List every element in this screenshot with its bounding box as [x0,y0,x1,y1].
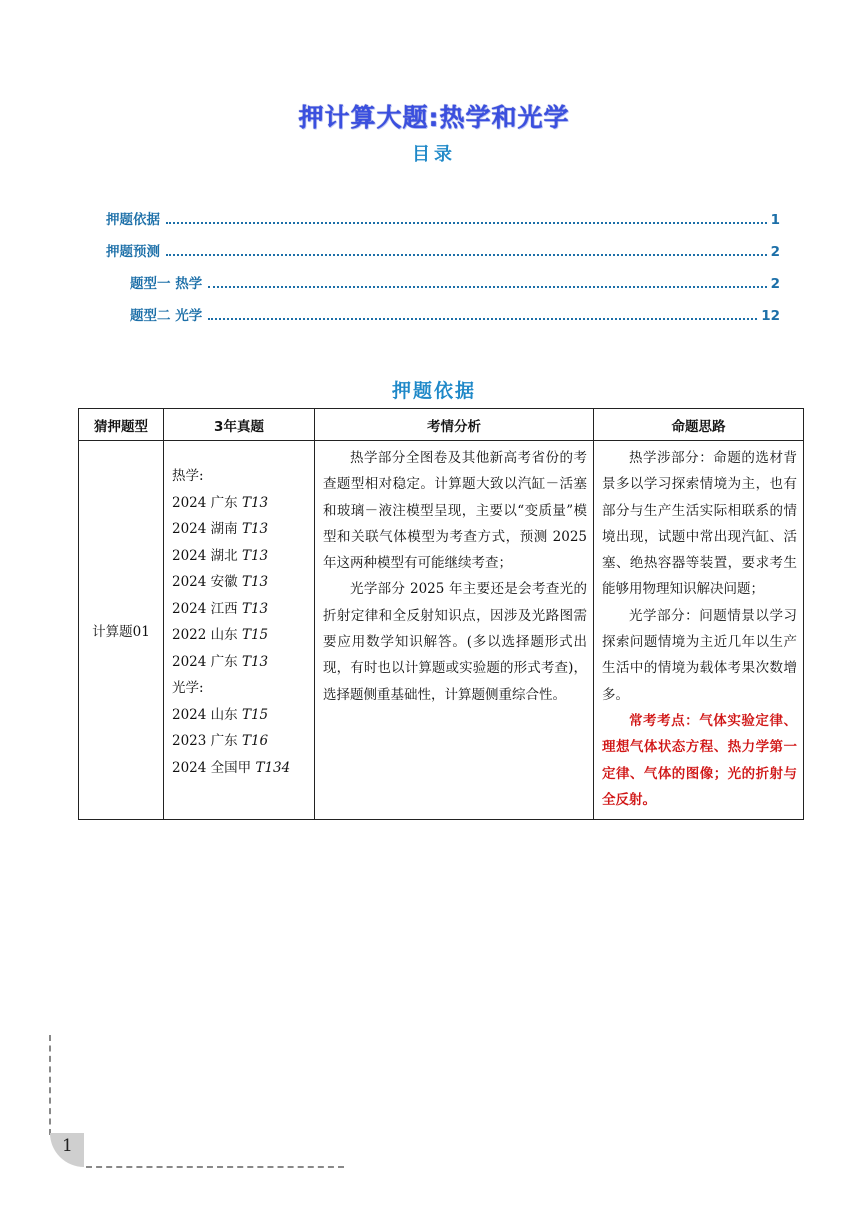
analysis-paragraph: 光学部分 2025 年主要还是会考查光的折射定律和全反射知识点，因涉及光路图需要应用数学知识解答。(多以选择题形式出现，有时也以计算题或实验题的形式考查)，选择题侧重基础性，计算题侧重综合性。 [323,581,587,703]
ideas-paragraph: 光学部分：问题情景以学习探索问题情境为主近几年以生产生活中的情境为载体考果次数增多。 [602,607,797,703]
header-ideas: 命题思路 [594,409,804,441]
ideas-paragraph: 热学涉部分：命题的选材背景多以学习探索情境为主，也有部分与生产生活实际相联系的情境出现，试题中常出现汽缸、活塞、绝热容器等装置，要求考生能够用物理知识解决问题； [602,450,797,598]
question-type-cell: 计算题01 [79,441,164,820]
table-of-contents [106,196,780,324]
analysis-paragraph: 热学部分全图卷及其他新高考省份的考查题型相对稳定。计算题大致以汽缸－活塞和玻璃－液注模型呈现，主要以“变质量”模型和关联气体模型为考查方式，预测 2025 年这两种模型有可能继续考查； [323,450,587,572]
ideas-cell [594,441,804,820]
table-header-row [79,409,804,441]
table-row [79,441,804,820]
exam-line: 2024 江西 T13 [172,600,269,617]
toc-leader [166,254,767,256]
toc-leader [208,286,766,288]
exam-line: 热学: [172,468,204,484]
exam-line: 2024 安徽 T13 [172,574,269,590]
document-title: 押计算大题:热学和光学 [298,103,570,132]
page-footer-line [86,1166,344,1168]
exam-line: 2024 湖北 T13 [172,547,269,564]
toc-item-thermal[interactable] [106,260,780,292]
exam-line: 2023 广东 T16 [172,733,269,749]
toc-label: 题型一 热学 [130,276,203,292]
toc-item-optics[interactable] [106,292,780,324]
analysis-cell [315,441,594,820]
analysis-table [78,408,804,820]
exam-line: 2024 全国甲 T134 [172,759,291,776]
past-exams-cell [164,441,315,820]
toc-label: 题型二 光学 [130,308,203,324]
exam-line: 2024 广东 T13 [172,653,269,670]
exam-line: 2024 山东 T15 [172,706,269,723]
toc-page: 2 [770,276,780,292]
toc-label: 押题依据 [106,212,160,228]
toc-item-basis[interactable] [106,196,780,228]
exam-line: 2024 湖南 T13 [172,521,269,537]
header-question-type: 猜押题型 [79,409,164,441]
header-analysis: 考情分析 [315,409,594,441]
toc-heading: 目录 [412,144,456,165]
toc-page: 2 [770,244,780,260]
exam-line: 2022 山东 T15 [172,627,269,643]
toc-leader [166,222,767,224]
header-past-exams: 3年真题 [164,409,315,441]
toc-page: 1 [770,212,780,228]
exam-line: 2024 广东 T13 [172,494,269,511]
page-margin-line [49,1035,51,1135]
exam-line: 光学: [172,680,204,696]
toc-leader [208,318,757,320]
section-heading: 押题依据 [391,380,476,402]
toc-item-prediction[interactable] [106,228,780,260]
toc-page: 12 [761,308,780,324]
page-number: 1 [62,1136,73,1156]
key-points-paragraph: 常考考点：气体实验定律、理想气体状态方程、热力学第一定律、气体的图像；光的折射与全反射。 [602,712,797,808]
toc-label: 押题预测 [106,244,160,260]
